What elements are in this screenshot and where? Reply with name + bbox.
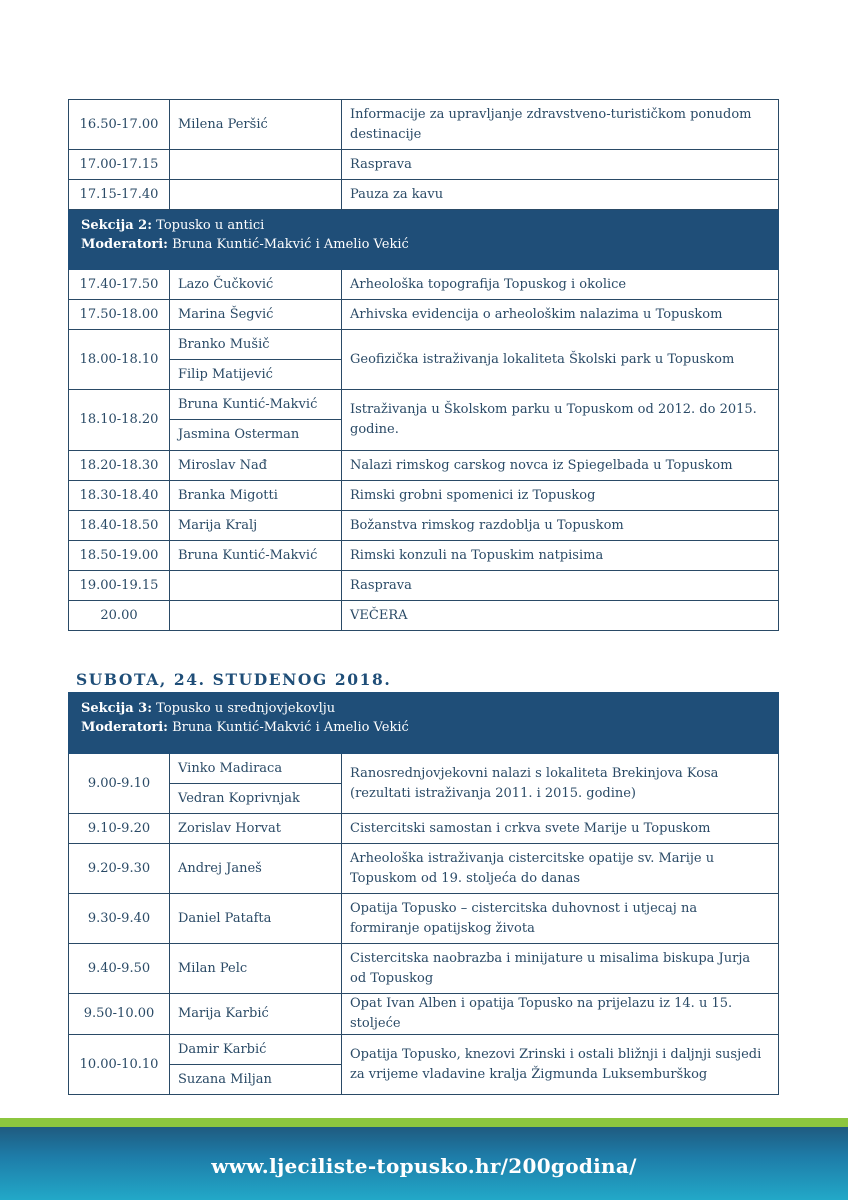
time-cell: 16.50-17.00 (69, 100, 170, 150)
time-cell: 9.00-9.10 (69, 754, 170, 814)
section-label: Sekcija 3: (81, 701, 153, 716)
table-row (69, 894, 779, 944)
speaker-cell: Bruna Kuntić-Makvić (170, 390, 342, 420)
talk-title-cell: Istraživanja u Školskom parku u Topuskom od 2012. do 2015. godine. (342, 390, 779, 451)
talk-title-cell: VEČERA (342, 601, 779, 631)
time-cell: 18.20-18.30 (69, 451, 170, 481)
talk-title-cell: Informacije za upravljanje zdravstveno-turističkom ponudom destinacije (342, 100, 779, 150)
time-cell: 18.50-19.00 (69, 541, 170, 571)
talk-title-cell: Opat Ivan Alben i opatija Topusko na prijelazu iz 14. u 15. stoljeće (342, 994, 779, 1035)
footer-website-link[interactable]: www.ljeciliste-topusko.hr/200godina/ (211, 1153, 637, 1178)
section-topic: Topusko u srednjovjekovlju (156, 701, 336, 716)
schedule-table-day1 (68, 99, 779, 631)
speaker-cell: Marija Karbić (170, 994, 342, 1035)
speaker-cell: Milena Peršić (170, 100, 342, 150)
speaker-cell: Daniel Patafta (170, 894, 342, 944)
speaker-cell: Vedran Koprivnjak (170, 784, 342, 814)
speaker-cell: Zorislav Horvat (170, 814, 342, 844)
table-row (69, 180, 779, 210)
table-row (69, 100, 779, 150)
talk-title-cell: Rimski konzuli na Topuskim natpisima (342, 541, 779, 571)
speaker-cell: Branko Mušič (170, 330, 342, 360)
talk-title-cell: Arhivska evidencija o arheološkim nalazima u Topuskom (342, 300, 779, 330)
time-cell: 18.10-18.20 (69, 390, 170, 451)
time-cell: 9.10-9.20 (69, 814, 170, 844)
time-cell: 9.30-9.40 (69, 894, 170, 944)
talk-title-cell: Opatija Topusko – cistercitska duhovnost i utjecaj na formiranje opatijskog života (342, 894, 779, 944)
schedule-table-day2 (68, 692, 779, 1095)
time-cell: 9.20-9.30 (69, 844, 170, 894)
section-topic: Topusko u antici (156, 218, 265, 233)
table-row (69, 330, 779, 360)
moderators-label: Moderatori: (81, 237, 168, 252)
talk-title-cell: Cistercitski samostan i crkva svete Marije u Topuskom (342, 814, 779, 844)
talk-title-cell: Opatija Topusko, knezovi Zrinski i ostali bližnji i daljnji susjedi za vrijeme vladavine kralja Žigmunda Luksemburškog (342, 1035, 779, 1095)
table-row (69, 994, 779, 1035)
speaker-cell: Branka Migotti (170, 481, 342, 511)
table-row (69, 541, 779, 571)
time-cell: 17.50-18.00 (69, 300, 170, 330)
speaker-cell (170, 571, 342, 601)
talk-title-cell: Rasprava (342, 150, 779, 180)
talk-title-cell: Rasprava (342, 571, 779, 601)
time-cell: 18.40-18.50 (69, 511, 170, 541)
table-row (69, 814, 779, 844)
time-cell: 17.00-17.15 (69, 150, 170, 180)
section-header-row (69, 210, 779, 270)
speaker-cell: Lazo Čučković (170, 270, 342, 300)
time-cell: 10.00-10.10 (69, 1035, 170, 1095)
table-row (69, 754, 779, 784)
speaker-cell: Suzana Miljan (170, 1065, 342, 1095)
talk-title-cell: Geofizička istraživanja lokaliteta Školski park u Topuskom (342, 330, 779, 390)
talk-title-cell: Pauza za kavu (342, 180, 779, 210)
table-row (69, 390, 779, 420)
talk-title-cell: Božanstva rimskog razdoblja u Topuskom (342, 511, 779, 541)
footer-green-stripe (0, 1118, 848, 1127)
speaker-cell: Jasmina Osterman (170, 420, 342, 451)
section-header (69, 693, 779, 754)
speaker-cell: Miroslav Nađ (170, 451, 342, 481)
speaker-cell: Marija Kralj (170, 511, 342, 541)
table-row (69, 1035, 779, 1065)
speaker-cell: Damir Karbić (170, 1035, 342, 1065)
time-cell: 9.40-9.50 (69, 944, 170, 994)
table-row (69, 270, 779, 300)
table-row (69, 300, 779, 330)
time-cell: 17.15-17.40 (69, 180, 170, 210)
talk-title-cell: Ranosrednjovjekovni nalazi s lokaliteta Brekinjova Kosa (rezultati istraživanja 2011. i 2015. godine) (342, 754, 779, 814)
moderators-label: Moderatori: (81, 720, 168, 735)
table-row (69, 511, 779, 541)
table-row (69, 571, 779, 601)
speaker-cell (170, 601, 342, 631)
time-cell: 20.00 (69, 601, 170, 631)
time-cell: 19.00-19.15 (69, 571, 170, 601)
section-header-row (69, 693, 779, 754)
speaker-cell (170, 180, 342, 210)
speaker-cell: Andrej Janeš (170, 844, 342, 894)
time-cell: 18.00-18.10 (69, 330, 170, 390)
talk-title-cell: Arheološka istraživanja cistercitske opatije sv. Marije u Topuskom od 19. stoljeća do danas (342, 844, 779, 894)
table-row (69, 844, 779, 894)
time-cell: 18.30-18.40 (69, 481, 170, 511)
table-row (69, 481, 779, 511)
talk-title-cell: Nalazi rimskog carskog novca iz Spiegelbada u Topuskom (342, 451, 779, 481)
speaker-cell: Marina Šegvić (170, 300, 342, 330)
table-row (69, 150, 779, 180)
section-label: Sekcija 2: (81, 218, 153, 233)
day-heading: SUBOTA, 24. STUDENOG 2018. (76, 670, 392, 689)
time-cell: 9.50-10.00 (69, 994, 170, 1035)
speaker-cell: Milan Pelc (170, 944, 342, 994)
talk-title-cell: Rimski grobni spomenici iz Topuskog (342, 481, 779, 511)
footer-band (0, 1127, 848, 1200)
moderators-names: Bruna Kuntić-Makvić i Amelio Vekić (172, 237, 409, 252)
table-row (69, 601, 779, 631)
moderators-names: Bruna Kuntić-Makvić i Amelio Vekić (172, 720, 409, 735)
speaker-cell: Filip Matijević (170, 360, 342, 390)
talk-title-cell: Arheološka topografija Topuskog i okolice (342, 270, 779, 300)
section-header (69, 210, 779, 270)
speaker-cell: Bruna Kuntić-Makvić (170, 541, 342, 571)
speaker-cell (170, 150, 342, 180)
speaker-cell: Vinko Madiraca (170, 754, 342, 784)
time-cell: 17.40-17.50 (69, 270, 170, 300)
table-row (69, 944, 779, 994)
talk-title-cell: Cistercitska naobrazba i minijature u misalima biskupa Jurja od Topuskog (342, 944, 779, 994)
table-row (69, 451, 779, 481)
